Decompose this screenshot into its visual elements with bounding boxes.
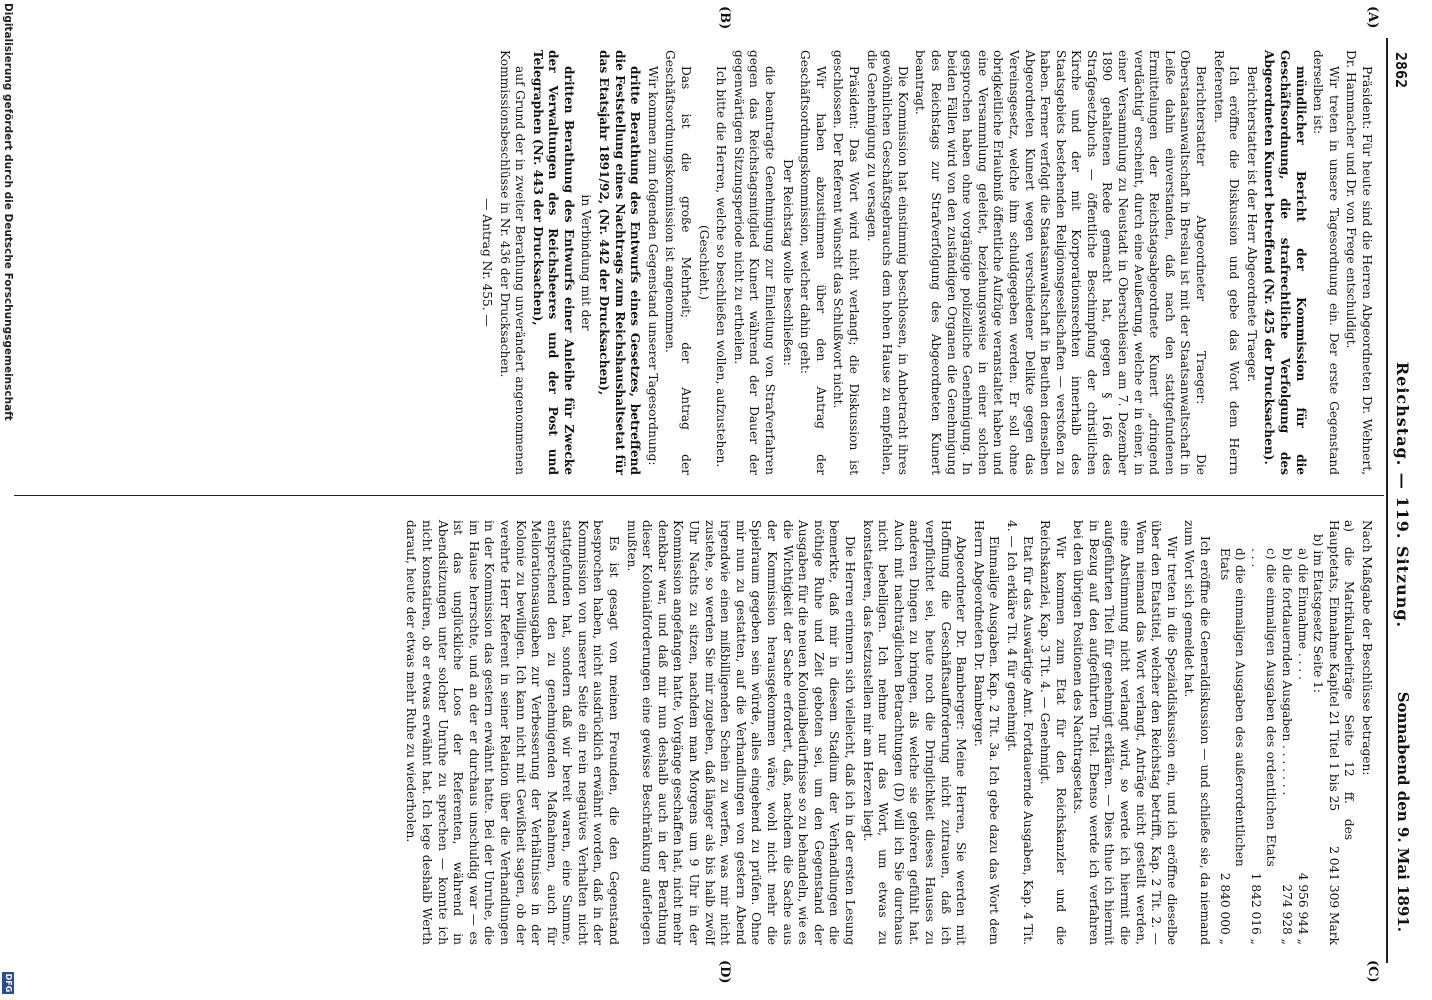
margin-mark-a: (A) — [1365, 6, 1380, 29]
paragraph: Berichterstatter ist der Herr Abgeordnete Traeger. — [1244, 66, 1259, 383]
budget-item — [1325, 520, 1356, 945]
agenda-item: dritten Berathung des Entwurfs einer Anleihe für Zwecke der Verwaltungen des Reichsheeres und der Post und Telegraphen (Nr. 443 der Drucksachen), — [530, 50, 576, 475]
budget-value: 1 842 016 „ — [1248, 872, 1263, 945]
budget-item — [1216, 520, 1247, 945]
paragraph: Die Kommission hat einstimmig beschlossen, in Anbetracht ihres gewöhnlichen Geschäftsgebrauchs dem hohen Hause zu empfehlen, die Genehmigung zu versagen. — [864, 50, 910, 475]
agenda-item: mündlicher Bericht der Kommission für die Geschäftsordnung, die strafrechtliche Verfolgung des Abgeordneten Kunert betreffend (Nr. 425 der Drucksachen). — [1262, 50, 1308, 475]
paragraph: Es ist gesagt von meinen Freunden, die den Gegenstand besprochen haben, nicht ausdrücklich erwähnt worden, daß in der Kommission von unserer Seite ein rein negatives Verhalten nicht stattgefunden hat, sondern daß wir bereit waren, eine Summe, entsprechend den zu genehmigenden Maßnahmen, auch für Meliorationsausgaben zur Verbesserung der Verhältnisse in der Kolonie zu bewilligen. Ich kann nicht mit Gewißheit sagen, ob der verehrte Herr Referent in seiner Relation über die Verhandlungen in der Kommission das gestern erwähnt hatte. Bei der Unruhe, die im Hause herrschte, und an der er durchaus unschuldig war — es ist das unglückliche Loos der Referenten, während in Abendsitzungen unter solcher Unruhe zu sprechen — konnte ich nicht konstatiren, ob er etwas erwähnt hat. Ich lege deshalb Werth darauf, heute der etwas mehr Ruhe zu wiederholen. — [404, 520, 622, 945]
budget-label: a) die Einnahme . . . . — [1295, 548, 1310, 681]
budget-label: b) im Etatsgesetz Seite 1: — [1311, 534, 1326, 693]
left-column — [476, 50, 1374, 475]
dfg-logo: DFG — [4, 973, 13, 993]
resolution-heading: Der Reichstag wolle beschließen: — [780, 159, 795, 366]
paragraph: Wir kommen zum folgenden Gegenstand unserer Tagesordnung: — [645, 66, 660, 466]
motion-reference: — Antrag Nr. 455. — — [479, 198, 494, 327]
paragraph: Etat für das Auswärtige Amt. Fortdauernde Ausgaben, Kap. 4 Tit. 4. — Ich erkläre Tit. 4 für genehmigt. — [1004, 520, 1035, 945]
budget-value: 274 928 „ — [1280, 884, 1295, 945]
speech-traeger: Berichterstatter Abgeordneter Traeger: Die Oberstaatsanwaltschaft in Breslau ist mit der Staatsanwaltschaft in Leiße dahin einverstanden, daß nach den stattgefundenen Ermittelungen der Reichstagsabgeordnete Kunert „dringend verdächtig" erscheint, durch eine Aeußerung, welche er in einer, in einer Versammlung zu Neustadt in Oberschlesien am 7. Dezember 1890 gehaltenen Rede gemacht hat, gegen § 166 des Strafgesetzbuchs — öffentliche Beschimpfung der christlichen Kirche und der mit Korporationsrechten innerhalb des Staatsgebiets bestehenden Religionsgesellschaften — verstoßen zu haben. Ferner verfolgt die Staatsanwaltschaft in Beuthen denselben Abgeordneten Kunert wegen verschiedener Delikte gegen das Vereinsgesetz, welche ihm schuldgegeben werden. Er soll ohne obrigkeitliche Erlaubniß öffentliche Aufzüge veranstaltet haben und eine Versammlung geleitet, beziehungsweise in einer solchen gesprochen haben ohne vorgängige polizeiliche Genehmigung. In beiden Fällen wird von den zuständigen Organen die Genehmigung des Reichstags zur Strafverfolgung des Abgeordneten Kunert beantragt. — [913, 50, 1209, 475]
paragraph: auf Grund der in zweiter Berathung unverändert angenommenen Kommissionsbeschlüsse in Nr. 436 der Drucksachen. — [497, 50, 528, 475]
budget-item — [1294, 520, 1310, 945]
paragraph: Die Herren erinnern sich vielleicht, daß ich in der ersten Lesung bemerkte, daß mir in diesem Stadium der Verhandlungen die nöthige Ruhe und Zeit geboten sei, um den Gegenstand der Ausgaben für die neuen Kolonialbedürfnisse so zu behandeln, wie es die Wichtigkeit der Sache erfordert, daß, nachdem die Sache aus der Kommission herausgekommen wäre, wohl nicht mehr die Spielraum gegeben sein würde, alles eingehend zu prüfen. Ohne mir nun zu gestatten, auf die Verhandlungen von gestern Abend irgendwie einen mißbilligenden Schein zu werfen, was mir nicht zustehe, so werden Sie mir zugeben, daß länger als bis halb zwölf Uhr Nachts zu sitzen, nachdem man Morgens um 9 Uhr in der Kommission angefangen hatte, Vorgänge geschaffen hat, nicht mehr denkbar war, und daß mir nun deshalb auch in der Berathung dieser Kolonialforderungen eine gewisse Beschränkung auferlegen mußten. — [624, 520, 857, 945]
agenda-item: dritte Berathung des Entwurfs eines Gesetzes, betreffend die Feststellung eines Nachtrags zum Reichshaushaltsetat für das Etatsjahr 1891/92, (Nr. 442 der Drucksachen), — [597, 50, 643, 475]
column-divider — [14, 495, 1384, 496]
margin-mark-b: (B) — [717, 6, 732, 30]
session-date: Sonnabend den 9. Mai 1891. — [1394, 691, 1412, 932]
paragraph: Wir treten in unsere Tagesordnung ein. Der erste Gegenstand derselben ist: — [1311, 50, 1341, 475]
paragraph: Wir kommen zum Etat für den Reichskanzler und die Reichskanzlei, Kap. 3 Tit. 4. — Genehmigt. — [1038, 520, 1068, 945]
budget-item — [1278, 520, 1294, 945]
paragraph: Einmalige Ausgaben. Kap. 2 Tit. 3a. Ich gebe dazu das Wort dem Herrn Abgeordneten Dr. Bamberger. — [971, 520, 1002, 945]
resolution-text: die beantragte Genehmigung zur Einleitung von Strafverfahren gegen das Reichstagsmitglied Kunert während der Dauer der gegenwärtigen Sitzungsperiode nicht zu ertheilen. — [731, 50, 778, 475]
margin-mark-c: (C) — [1365, 960, 1380, 983]
paragraph: Präsident: Für heute sind die Herren Abgeordneten Dr. Wehnert, Dr. Hammacher und Dr. von Frege entschuldigt. — [1344, 50, 1374, 475]
credit-text: Digitalisierung gefördert durch die Deutsche Forschungsgemeinschaft — [2, 3, 14, 421]
page-title: Reichstag. — 119. Sitzung. — [1393, 361, 1412, 629]
paragraph: Ich eröffne die Diskussion und gebe das Wort dem Herrn Referenten. — [1211, 50, 1242, 475]
header-rule — [1386, 38, 1388, 963]
budget-value: 2 041 309 Mark — [1326, 846, 1341, 945]
budget-item — [1310, 520, 1326, 945]
paragraph: Ich eröffne die Generaldiskussion — und schließe sie, da niemand zum Wort sich gemeldet hat. — [1182, 520, 1213, 945]
budget-label: a) die Matrikularbeiträge Seite 12 ff. des Hauptetats, Einnahme Kapitel 21 Titel 1 bis 25 — [1326, 520, 1357, 841]
budget-intro: Nach Maßgabe der Beschlüsse betragen: — [1360, 520, 1374, 776]
page-number: 2862 — [1392, 52, 1410, 89]
stage-direction: (Geschieht.) — [696, 224, 711, 301]
budget-value: 2 840 000 „ — [1217, 872, 1232, 945]
connector-text: in Verbindung mit der — [579, 194, 594, 331]
paragraph: Ich bitte die Herren, welche so beschließen wollen, aufzustehen. — [714, 66, 729, 468]
margin-mark-d: (D) — [717, 960, 732, 984]
page-header — [1384, 30, 1424, 960]
paragraph: Das ist die große Mehrheit; der Antrag der Geschäftsordnungskommission ist angenommen. — [663, 50, 694, 475]
budget-label: b) die fortdauernden Ausgaben . . . . . . . — [1280, 548, 1295, 796]
budget-label: d) die einmaligen Ausgaben des außerordentlichen Etats — [1217, 548, 1248, 867]
paragraph: Präsident: Das Wort wird nicht verlangt; die Diskussion ist geschlossen. Der Referent wünscht das Schlußwort nicht. — [831, 50, 861, 475]
budget-value: 4 956 944 „ — [1295, 872, 1310, 945]
right-column — [401, 520, 1374, 945]
digitization-credit — [0, 3, 14, 998]
speech-bamberger: Abgeordneter Dr. Bamberger: Meine Herren, Sie werden mit Hoffnung die Geschäftsaufforderung nicht zutrauen, daß ich verpflichtet sei, heute noch die Dringlichkeit dieses Hauses zu anderen Dingen zu bringen, als welche sie gehören gefühlt hat. Auch mit nachträglichen Betrachtungen (D) will ich Sie durchaus nicht behelligen. Ich nehme nur das Wort, um etwas zu konstatieren, das festzustellen mir am Herzen liegt. — [860, 520, 969, 945]
paragraph: Wir haben abzustimmen über den Antrag der Geschäftsordnungskommission, welcher dahin geht: — [798, 50, 828, 475]
paragraph: Wir treten in die Spezialdiskussion ein, und ich eröffne dieselbe über den Etatstitel, welcher den Reichstag betrifft, Kap. 2 Tit. 2. — Wenn niemand das Wort verlangt, Anträge nicht gestellt werden, eine Abstimmung nicht verlangt wird, so werde ich hiermit die aufgeführten Titel für genehmigt erklären. — Dies thue ich hiermit in Bezug auf den aufgeführten Titel. Ebenso werde ich verfahren bei den übrigen Positionen des Nachtragsetats. — [1071, 520, 1179, 945]
budget-item — [1247, 520, 1278, 945]
budget-label: c) die einmaligen Ausgaben des ordentlichen Etats . . . — [1248, 548, 1279, 867]
